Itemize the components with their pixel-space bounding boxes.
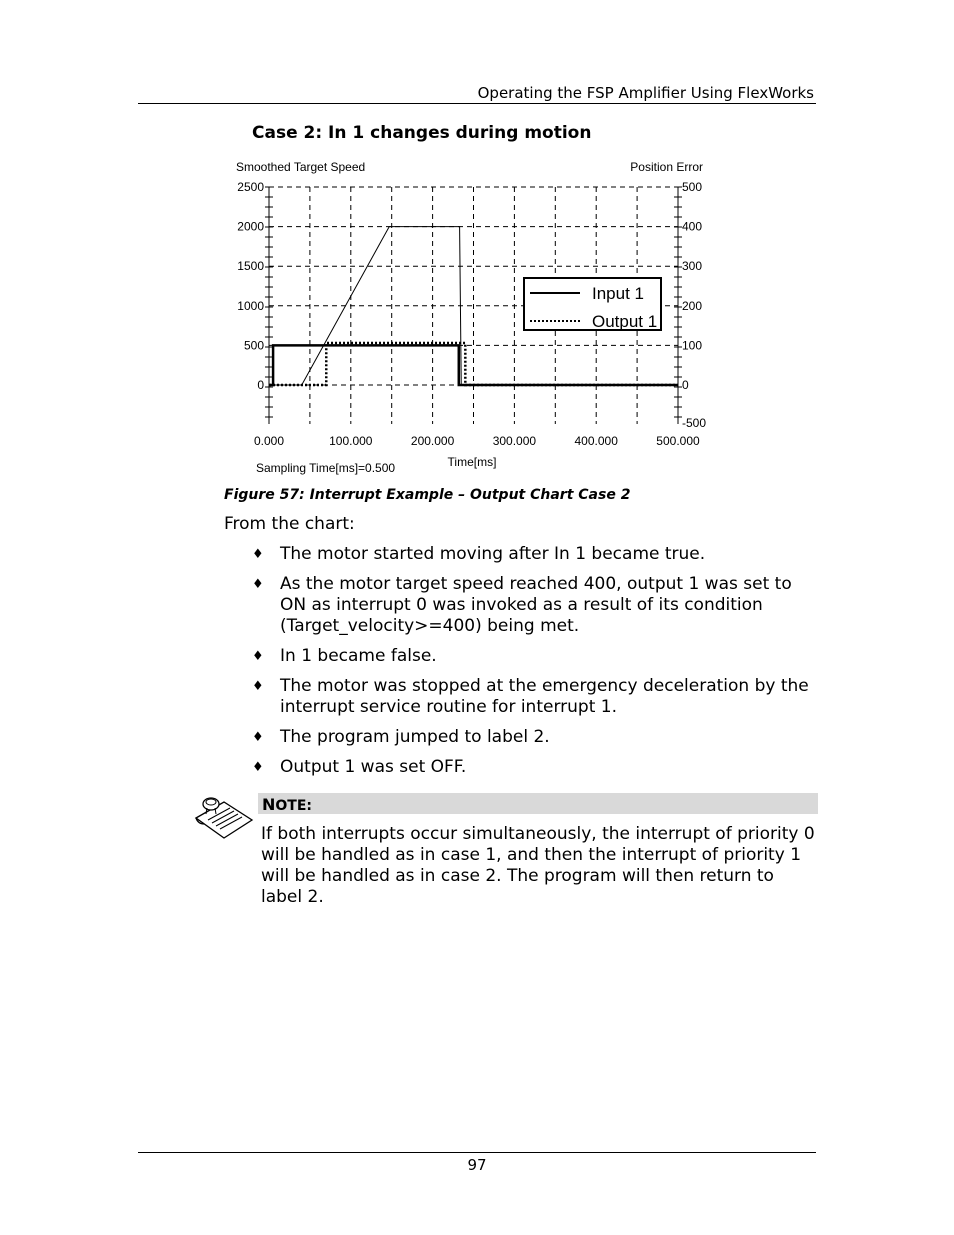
x-tick-label: 200.000 — [410, 434, 455, 448]
list-item — [252, 727, 818, 748]
note-text: If both interrupts occur simultaneously, the interrupt of priority 0 will be handled as in case 1, and then the interrupt of priority 1 will be handled as in case 2. The program will then return to label 2. — [261, 824, 815, 907]
intro-text: From the chart: — [224, 514, 355, 534]
note-header-bar — [258, 793, 818, 814]
footer-rule — [138, 1152, 816, 1153]
legend-label: Input 1 — [592, 284, 644, 303]
list-item-text: The motor started moving after In 1 became true. — [280, 544, 706, 564]
y-right-tick-label: 100 — [682, 338, 703, 353]
y-right-tick-label: 0 — [682, 378, 689, 392]
figure-caption: Figure 57: Interrupt Example – Output Chart Case 2 — [224, 487, 631, 503]
list-item — [252, 544, 818, 565]
left-axis-title: Smoothed Target Speed — [236, 160, 366, 174]
right-axis-title: Position Error — [630, 160, 703, 174]
header-rule — [138, 103, 816, 104]
chart-legend — [524, 278, 661, 331]
y-left-tick-label: 1500 — [237, 259, 264, 274]
bullet-diamond-icon: ♦ — [252, 649, 264, 664]
x-tick-label: 400.000 — [574, 434, 618, 448]
y-right-tick-label: 400 — [682, 219, 703, 234]
list-item-text: The motor was stopped at the emergency deceleration by the interrupt service routine for interrupt 1. — [280, 676, 809, 717]
list-item — [252, 574, 818, 637]
x-tick-label: 300.000 — [492, 434, 537, 448]
y-left-tick-label: 2000 — [237, 219, 264, 234]
list-item — [252, 676, 818, 718]
y-right-tick-label: 300 — [682, 259, 703, 274]
list-item — [252, 646, 818, 667]
bullet-diamond-icon: ♦ — [252, 730, 264, 745]
x-axis-title: Time[ms] — [447, 455, 497, 469]
note-label: NOTE: — [262, 795, 313, 814]
bullet-diamond-icon: ♦ — [252, 577, 264, 592]
legend-label: Output 1 — [592, 312, 658, 331]
x-tick-label: 0.000 — [253, 434, 285, 448]
x-tick-label: 500.000 — [656, 434, 700, 448]
output-chart — [228, 152, 718, 482]
list-item-text: In 1 became false. — [280, 646, 437, 666]
bullet-list — [252, 544, 818, 787]
y-left-tick-label: 2500 — [237, 180, 264, 194]
list-item-text: Output 1 was set OFF. — [280, 757, 467, 777]
list-item — [252, 757, 818, 778]
y-left-tick-label: 0 — [257, 378, 264, 392]
y-right-tick-label: 500 — [682, 180, 703, 194]
y-left-tick-label: 500 — [243, 338, 264, 353]
bullet-diamond-icon: ♦ — [252, 547, 264, 562]
y-right-tick-label: 200 — [682, 298, 703, 313]
chart-footnote: Sampling Time[ms]=0.500 — [256, 461, 396, 475]
y-left-tick-label: 1000 — [237, 298, 264, 313]
header-title: Operating the FSP Amplifier Using FlexWorks — [477, 84, 814, 102]
page-number: 97 — [467, 1156, 487, 1174]
bullet-diamond-icon: ♦ — [252, 760, 264, 775]
section-title: Case 2: In 1 changes during motion — [252, 123, 592, 143]
bullet-diamond-icon: ♦ — [252, 679, 264, 694]
y-right-tick-label: -500 — [682, 416, 707, 430]
note-paper-icon — [194, 794, 254, 840]
x-tick-label: 100.000 — [329, 434, 373, 448]
list-item-text: As the motor target speed reached 400, output 1 was set to ON as interrupt 0 was invoked as a result of its condition (Target_velocity>=400) being met. — [280, 574, 792, 636]
list-item-text: The program jumped to label 2. — [280, 727, 550, 747]
